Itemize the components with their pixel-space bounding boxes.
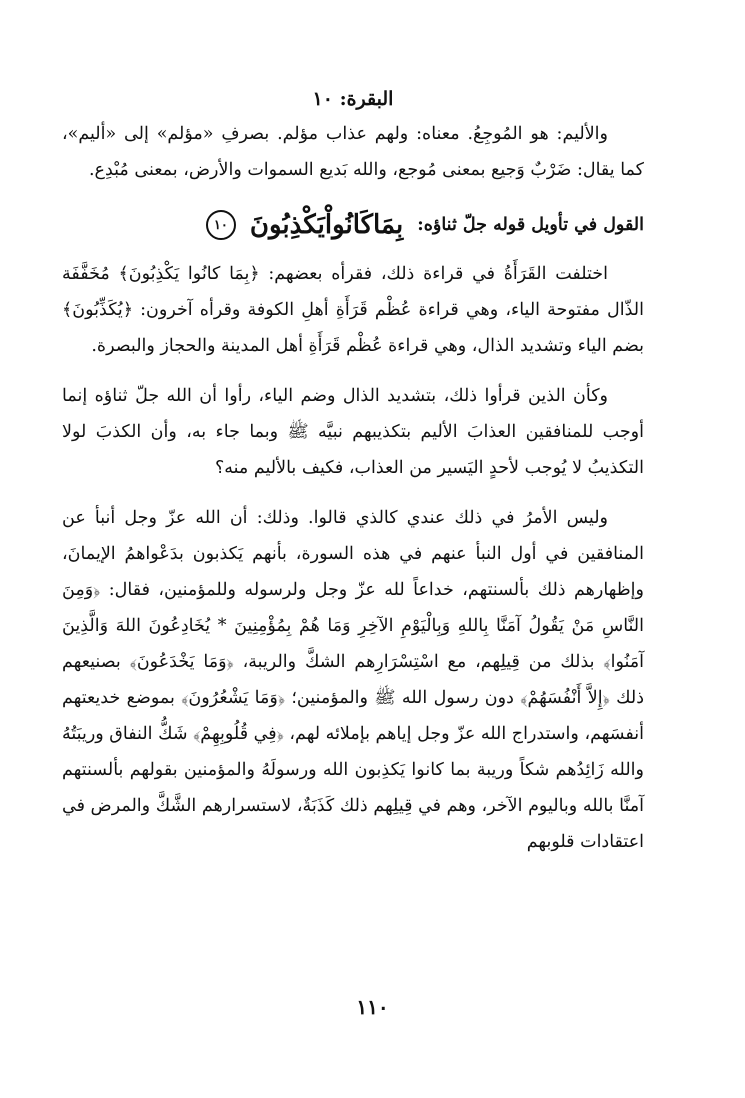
ayah-number-badge: ١٠ xyxy=(206,210,236,240)
section-heading-label: القول في تأويل قوله جلّ ثناؤه: xyxy=(417,215,644,235)
section-heading xyxy=(62,210,644,240)
running-header: البقرة: ١٠ xyxy=(312,88,394,110)
paragraph-tashdid: وكأن الذين قرأوا ذلك، بتشديد الذال وضم الياء، رأوا أن الله جلّ ثناؤه إنما أوجب للمنافقين العذابَ الأليم بتكذيبهم نبيَّه ﷺ وبما جاء به، وأن الكذبَ لولا التكذيبُ لا يُوجب لأحدٍ اليَسير من العذاب، فكيف بالأليم منه؟ xyxy=(62,386,644,478)
paragraph-definition: والأليم: هو المُوجِعُ. معناه: ولهم عذاب مؤلم. بصرفِ «مؤلم» إلى «أليم»، كما يقال: ضَرْبٌ وَجيع بمعنى مُوجع، والله بَديع السموات والأرض، بمعنى مُبْدِع. xyxy=(62,124,644,180)
paragraph-commentary: وليس الأمرُ في ذلك عندي كالذي قالوا. وذلك: أن الله عزّ وجل أنبأ عن المنافقين في أول النبأ عنهم في هذه السورة، بأنهم يَكذبون بدَعْواهمُ الإيمانَ، وإظهارهم ذلك بألسنتهم، خداعاً لله عزّ وجل ولرسوله وللمؤمنين، فقال: ﴿وَمِنَ النَّاسِ مَنْ يَقُولُ آمَنَّا بِاللهِ وَبِالْيَوْمِ الآخِرِ وَمَا هُمْ بِمُؤْمِنِينَ * يُخَادِعُونَ اللهَ وَالَّذِينَ آمَنُوا﴾ بذلك من قِيلِهم، مع اسْتِسْرَارِهم الشكَّ والريبة، ﴿وَمَا يَخْدَعُونَ﴾ بصنيعهم ذلك ﴿إِلاَّ أَنْفُسَهُمْ﴾ دون رسول الله ﷺ والمؤمنين؛ ﴿وَمَا يَشْعُرُونَ﴾ بموضع خديعتهم أنفسَهم، واستدراج الله عزّ وجل إياهم بإملائه لهم، ﴿فِي قُلُوبِهِمْ﴾ شَكُّ النفاق وريبَتُهُ والله زَائِدُهم شكاً وريبة بما كانوا يَكذِبون الله ورسولَهُ والمؤمنين بقولهم بألسنتهم آمنَّا بالله وباليوم الآخر، وهم في قِيلِهم ذلك كَذَبَةٌ، لاستسرارهم الشَّكَّ والمرض في اعتقادات قلوبهم xyxy=(62,508,644,852)
page-content xyxy=(62,88,644,874)
page-number: ١١٠ xyxy=(356,995,389,1019)
quran-verse-title: بِمَاكَانُواْيَكْذِبُونَ xyxy=(249,210,404,240)
paragraph-readings: اختلفت القَرَأَةُ في قراءة ذلك، فقرأه بعضهم: ﴿بِمَا كانُوا يَكْذِبُونَ﴾ مُخَفَّفَة الذّال مفتوحة الياء، وهي قراءة عُظْم قَرَأَةِ أهلِ الكوفة وقرأه آخرون: ﴿يُكَذِّبُونَ﴾ بضم الياء وتشديد الذال، وهي قراءة عُظْم قَرَأَةِ أهل المدينة والحجاز والبصرة. xyxy=(62,264,644,356)
